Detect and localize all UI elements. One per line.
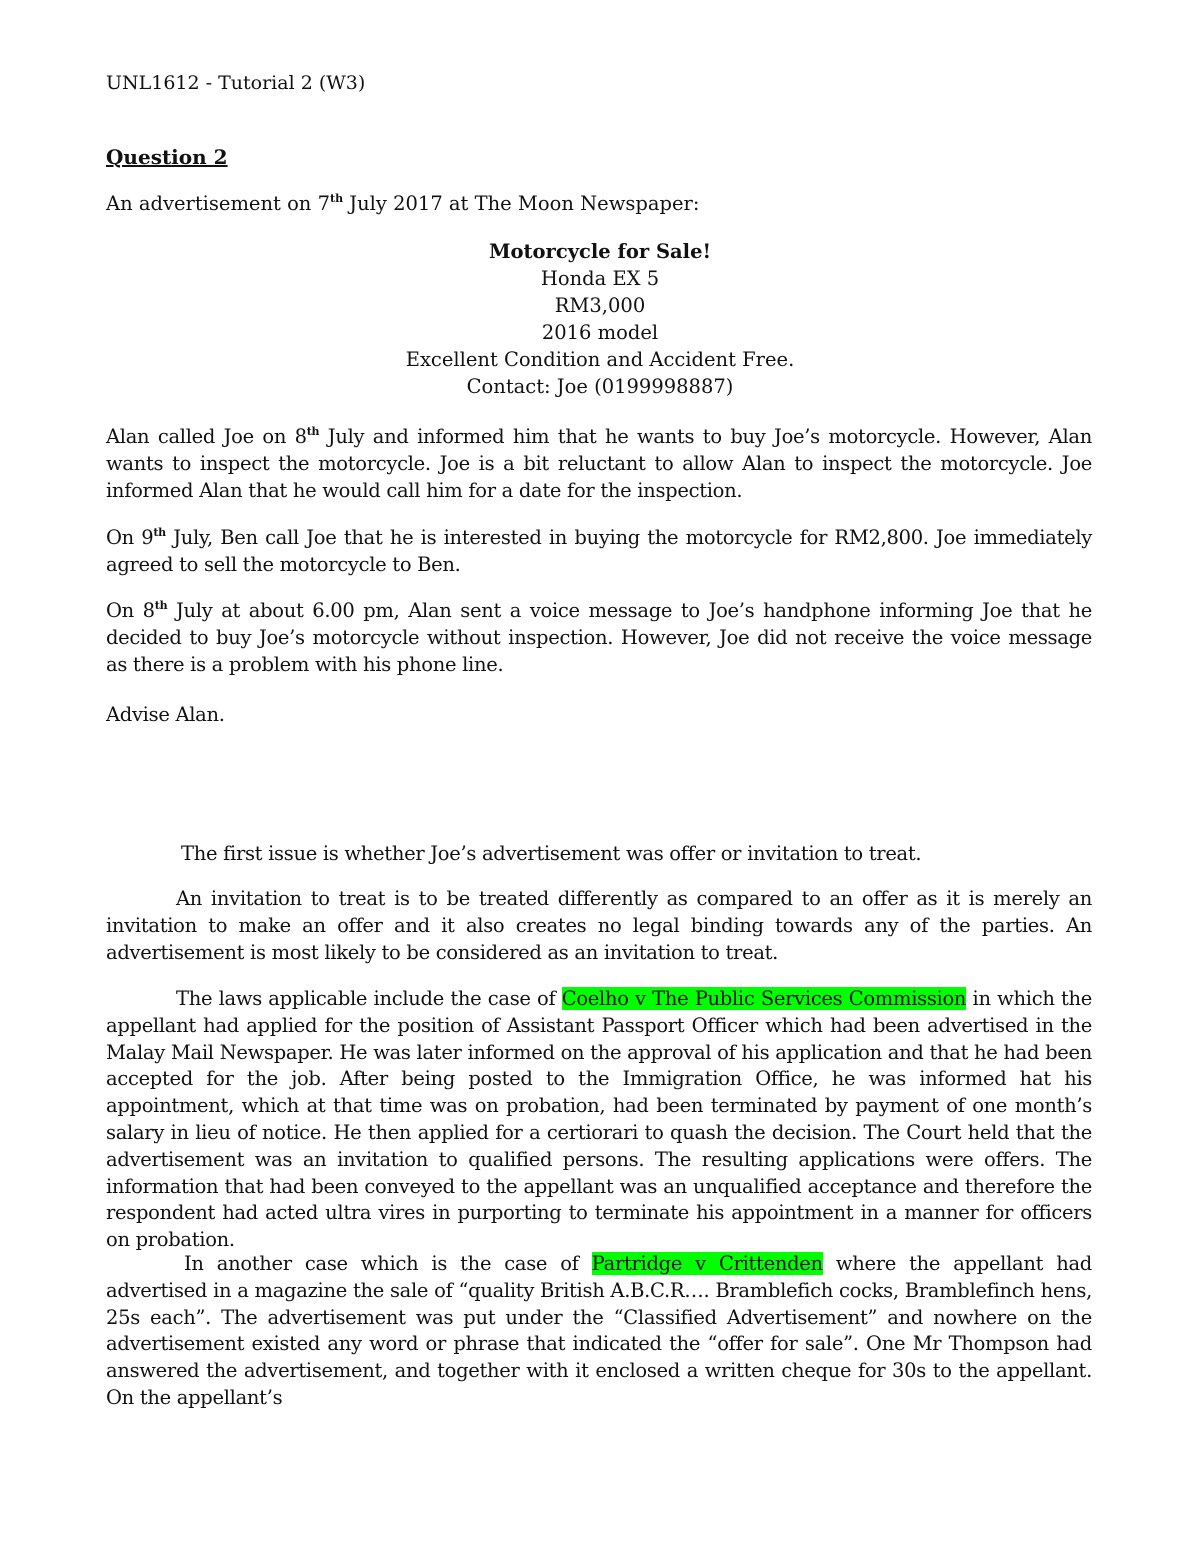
case-1-name-highlight: Coelho v The Public Services Commission [561, 987, 967, 1010]
fact-paragraph-4: Advise Alan. [106, 703, 225, 726]
fact-2-text: On 9 [106, 526, 154, 549]
answer-case-1 [106, 986, 1092, 1254]
advertisement-block [0, 238, 1200, 400]
intro-line [106, 192, 699, 215]
advert-line-condition: Excellent Condition and Accident Free. [405, 348, 795, 371]
fact-1-sup: th [306, 425, 320, 438]
intro-sup: th [329, 192, 344, 205]
fact-paragraph-2 [106, 525, 1092, 579]
fact-2-text-rest: July, Ben call Joe that he is interested in buying the motorcycle for RM2,800. Joe immediately agreed to sell the motorcycle to Ben. [106, 526, 1092, 576]
advert-line-model: Honda EX 5 [540, 267, 660, 290]
answer-issue: The first issue is whether Joe’s advertisement was offer or invitation to treat. [181, 842, 922, 865]
case-2-text-rest: where the appellant had advertised in a magazine the sale of “quality British A.B.C.R…. Bramblefich cocks, Bramblefinch hens, 25s each”. The advertisement was put under the “Classified Advertisement” and nowhere on the advertisement existed any word or phrase that indicated the “offer for sale”. One Mr Thompson had answered the advertisement, and together with it enclosed a written cheque for 30s to the appellant. On the appellant’s [106, 1252, 1092, 1409]
fact-3-sup: th [154, 599, 168, 612]
answer-rule: An invitation to treat is to be treated differently as compared to an offer as it is merely an invitation to make an offer and it also creates no legal binding towards any of the parties. An advertisement is most likely to be considered as an invitation to treat. [106, 887, 1092, 964]
answer-case-2 [106, 1251, 1092, 1412]
advert-title: Motorcycle for Sale! [488, 240, 712, 263]
fact-paragraph-3 [106, 598, 1092, 678]
case-1-text-rest: in which the appellant had applied for the position of Assistant Passport Officer which had been advertised in the Malay Mail Newspaper. He was later informed on the approval of his application and that he had been accepted for the job. After being posted to the Immigration Office, he was informed hat his appointment, which at that time was on probation, had been terminated by payment of one month’s salary in lieu of notice. He then applied for a certiorari to quash the decision. The Court held that the advertisement was an invitation to qualified persons. The resulting applications were offers. The information that had been conveyed to the appellant was an unqualified acceptance and therefore the respondent had acted ultra vires in purporting to terminate his appointment in a manner for officers on probation. [106, 987, 1092, 1252]
fact-paragraph-1 [106, 424, 1092, 504]
fact-2-sup: th [153, 526, 166, 539]
case-2-name-highlight: Partridge v Crittenden [591, 1252, 823, 1275]
fact-1-text-rest: July and informed him that he wants to buy Joe’s motorcycle. However, Alan wants to inspect the motorcycle. Joe is a bit reluctant to allow Alan to inspect the motorcycle. Joe informed Alan that he would call him for a date for the inspection. [106, 425, 1092, 502]
fact-3-text-rest: July at about 6.00 pm, Alan sent a voice message to Joe’s handphone informing Joe that he decided to buy Joe’s motorcycle without inspection. However, Joe did not receive the voice message as there is a problem with his phone line. [106, 599, 1092, 676]
intro-text-rest: July 2017 at The Moon Newspaper: [343, 192, 700, 215]
case-1-text: The laws applicable include the case of [176, 987, 562, 1010]
advert-line-contact: Contact: Joe (0199998887) [466, 375, 734, 398]
question-title: Question 2 [106, 145, 228, 169]
advert-line-year: 2016 model [541, 321, 659, 344]
advert-line-price: RM3,000 [554, 294, 646, 317]
intro-text: An advertisement on 7 [106, 192, 330, 215]
fact-1-text: Alan called Joe on 8 [106, 425, 307, 448]
case-2-text: In another case which is the case of [184, 1252, 592, 1275]
document-header: UNL1612 - Tutorial 2 (W3) [106, 72, 366, 94]
fact-3-text: On 8 [106, 599, 155, 622]
